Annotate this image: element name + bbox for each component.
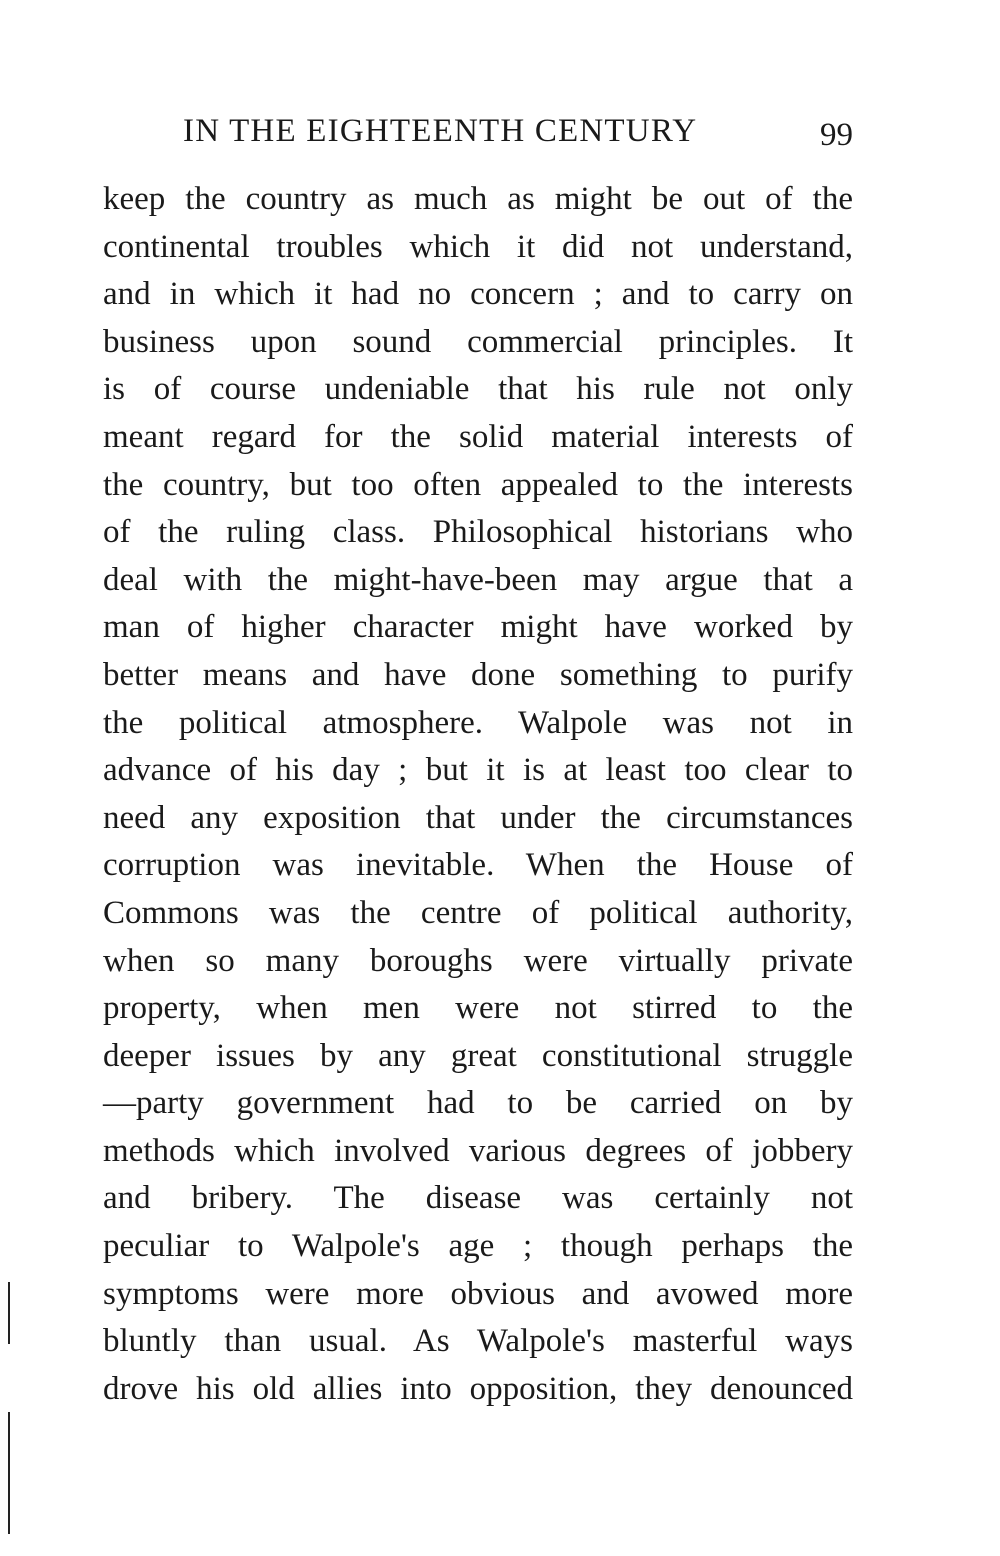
- running-title: IN THE EIGHTEENTH CENTURY: [183, 113, 698, 149]
- text-line: and bribery. The disease was certainly not: [103, 1180, 853, 1217]
- running-head: [183, 108, 853, 154]
- page-number: 99: [820, 117, 853, 153]
- text-line: —party government had to be carried on by: [103, 1085, 853, 1122]
- text-line: advance of his day ; but it is at least too clear to: [103, 752, 853, 789]
- scan-margin-line: [8, 1282, 10, 1344]
- text-line: is of course undeniable that his rule not only: [103, 371, 853, 408]
- text-line: need any exposition that under the circumstances: [103, 799, 853, 836]
- text-line: business upon sound commercial principles. It: [103, 323, 853, 360]
- text-line: property, when men were not stirred to the: [103, 990, 853, 1027]
- text-line: peculiar to Walpole's age ; though perhaps the: [103, 1228, 853, 1265]
- text-line: deal with the might-have-been may argue that a: [103, 561, 853, 598]
- text-line: keep the country as much as might be out of the: [103, 181, 853, 217]
- text-line: methods which involved various degrees of jobbery: [103, 1132, 853, 1169]
- text-line: symptoms were more obvious and avowed more: [103, 1275, 853, 1312]
- text-line: corruption was inevitable. When the House of: [103, 847, 853, 884]
- text-line: the political atmosphere. Walpole was not in: [103, 704, 853, 741]
- text-line: bluntly than usual. As Walpole's masterful ways: [103, 1323, 853, 1360]
- text-line: man of higher character might have worked by: [103, 609, 853, 646]
- text-line: drove his old allies into opposition, they denounced: [103, 1370, 853, 1407]
- text-line: when so many boroughs were virtually private: [103, 942, 853, 979]
- text-line: of the ruling class. Philosophical historians who: [103, 514, 853, 551]
- body-text: [103, 176, 853, 1413]
- text-line: continental troubles which it did not understand,: [103, 228, 853, 265]
- text-line: Commons was the centre of political authority,: [103, 894, 853, 931]
- scan-margin-line: [8, 1412, 10, 1534]
- text-line: deeper issues by any great constitutional struggle: [103, 1037, 853, 1074]
- text-line: the country, but too often appealed to the interests: [103, 466, 853, 503]
- text-line: better means and have done something to purify: [103, 656, 853, 693]
- text-line: and in which it had no concern ; and to carry on: [103, 276, 853, 313]
- text-line: meant regard for the solid material interests of: [103, 418, 853, 455]
